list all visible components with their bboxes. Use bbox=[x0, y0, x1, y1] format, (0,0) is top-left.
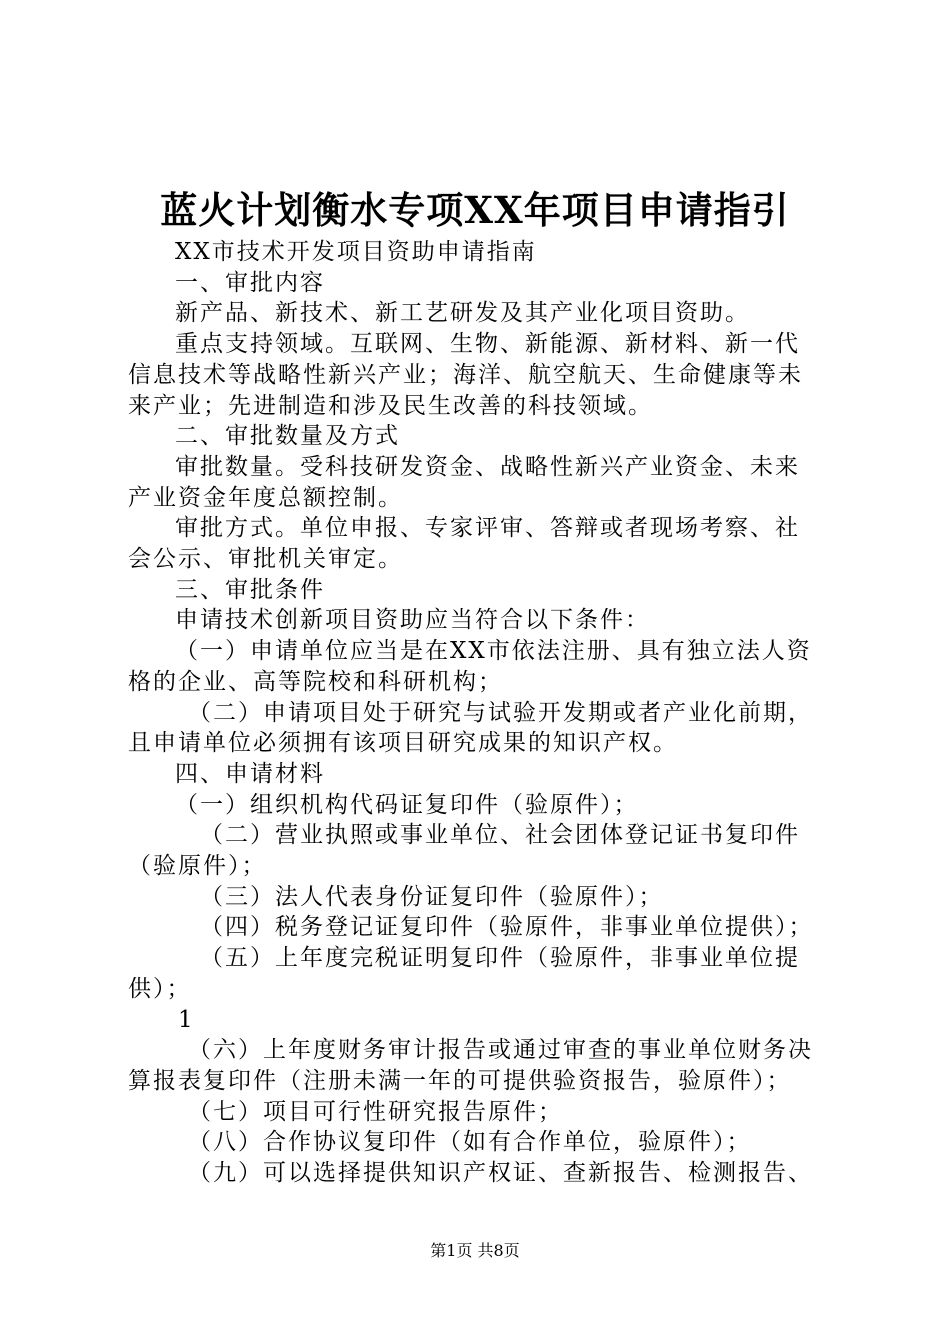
list-item: （八）合作协议复印件（如有合作单位，验原件）； bbox=[188, 1129, 752, 1156]
body-line: 审批数量。受科技研发资金、战略性新兴产业资金、未来 bbox=[175, 453, 800, 480]
list-item: （三）法人代表身份证复印件（验原件）； bbox=[200, 883, 664, 910]
body-line: 重点支持领域。互联网、生物、新能源、新材料、新一代 bbox=[175, 331, 800, 358]
body-line: XX市技术开发项目资助申请指南 bbox=[175, 239, 537, 265]
page-footer: 第1页 共8页 bbox=[430, 1241, 520, 1260]
body-line: 算报表复印件（注册未满一年的可提供验资报告，验原件）； bbox=[128, 1067, 792, 1094]
body-line: 会公示、审批机关审定。 bbox=[128, 546, 403, 573]
list-item: （五）上年度完税证明复印件（验原件，非事业单位提 bbox=[200, 945, 800, 972]
section-heading: 四、申请材料 bbox=[175, 760, 325, 787]
body-line: 新产品、新技术、新工艺研发及其产业化项目资助。 bbox=[175, 300, 750, 327]
body-line: 审批方式。单位申报、专家评审、答辩或者现场考察、社 bbox=[175, 515, 800, 542]
body-line: 格的企业、高等院校和科研机构； bbox=[128, 668, 503, 695]
list-item: （一）组织机构代码证复印件（验原件）； bbox=[175, 791, 639, 818]
body-line: 产业资金年度总额控制。 bbox=[128, 484, 403, 511]
body-line: 申请技术创新项目资助应当符合以下条件： bbox=[175, 607, 650, 634]
body-line: 来产业；先进制造和涉及民生改善的科技领域。 bbox=[128, 392, 653, 419]
list-item: （二）申请项目处于研究与试验开发期或者产业化前期， bbox=[188, 699, 813, 726]
body-line: 供）； bbox=[128, 975, 192, 1002]
section-heading: 三、审批条件 bbox=[175, 576, 325, 603]
body-line: （验原件）； bbox=[128, 853, 267, 880]
body-line: 且申请单位必须拥有该项目研究成果的知识产权。 bbox=[128, 730, 678, 757]
list-item: （一）申请单位应当是在XX市依法注册、具有独立法人资 bbox=[175, 638, 812, 665]
list-item: （七）项目可行性研究报告原件； bbox=[188, 1098, 563, 1125]
section-heading: 二、审批数量及方式 bbox=[175, 423, 400, 450]
document-title: 蓝火计划衡水专项XX年项目申请指引 bbox=[160, 188, 790, 232]
document-body bbox=[128, 237, 833, 1189]
section-heading: 一、审批内容 bbox=[175, 269, 325, 296]
body-line: 信息技术等战略性新兴产业；海洋、航空航天、生命健康等未 bbox=[128, 361, 803, 388]
list-item: （九）可以选择提供知识产权证、查新报告、检测报告、 bbox=[188, 1160, 813, 1187]
list-item: （四）税务登记证复印件（验原件，非事业单位提供）； bbox=[200, 914, 814, 941]
list-item: （二）营业执照或事业单位、社会团体登记证书复印件 bbox=[200, 822, 800, 849]
inline-page-number: 1 bbox=[178, 1006, 195, 1033]
list-item: （六）上年度财务审计报告或通过审查的事业单位财务决 bbox=[188, 1037, 813, 1064]
